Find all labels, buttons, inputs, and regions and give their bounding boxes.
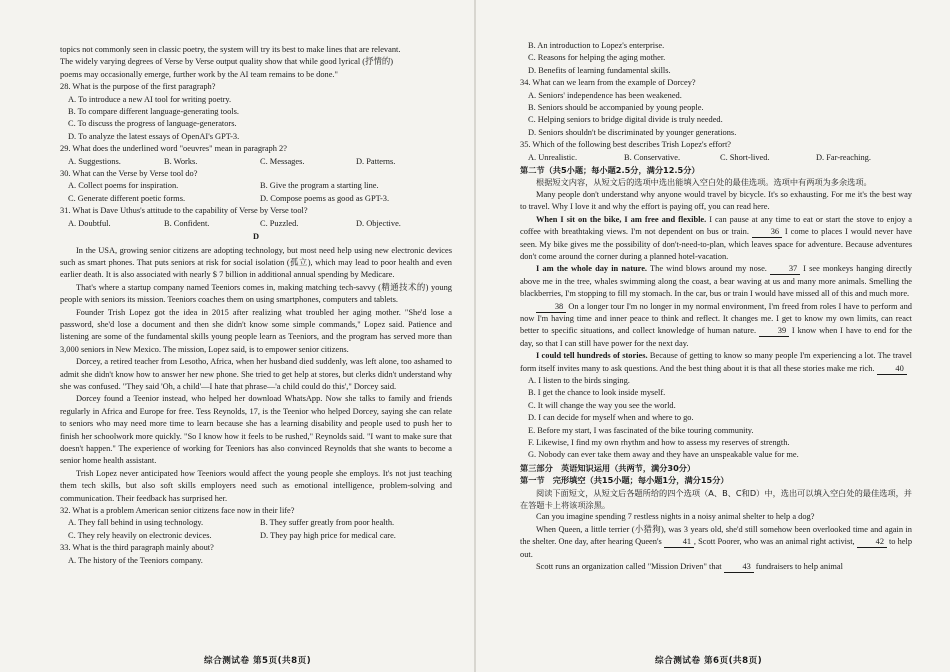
text-run: I come to places I would never have seen. My bike gives me the possibility of don't-need-to-plan, which leaves space for adventure. Because adventures don't come around the corner during a planned hotel-vacation. [520,227,912,261]
option: B. Seniors should be accompanied by young people. [528,103,704,113]
passage-paragraph [520,214,912,264]
option: D. Compose poems as good as GPT-3. [260,193,390,203]
blank-42[interactable]: 42 [857,537,887,548]
option: E. Before my start, I was fascinated of the bike touring community. [528,425,754,435]
option: B. Give the program a starting line. [260,181,379,191]
blank-39[interactable]: 39 [759,326,789,337]
intro-line: topics not commonly seen in classic poetry, the system will try its best to make lines that are relevant. [60,45,401,54]
option: G. Nobody can ever take them away and they have an unspeakable value for me. [528,450,799,460]
option: A. The history of the Teeniors company. [68,555,203,565]
option: C. They rely heavily on electronic devices. [68,530,212,540]
option: A. To introduce a new AI tool for writing poetry. [68,94,232,104]
topic-sentence: When I sit on the bike, I am free and flexible. [536,214,707,224]
blank-36[interactable]: 36 [752,227,782,238]
cloze-paragraph: Can you imagine spending 7 restless nights in a noisy animal shelter to help a dog? [536,512,815,522]
options-grid [60,180,452,205]
cloze-paragraph [520,561,912,573]
question-29: 29. What does the underlined word "oeuvres" mean in paragraph 2? [60,144,287,154]
question-30: 30. What can the Verse by Verse tool do? [60,169,198,179]
text-run: to help out. [520,537,913,559]
option: C. It will change the way you see the world. [528,400,676,410]
option: A. Collect poems for inspiration. [68,181,179,191]
passage-paragraph [520,350,912,375]
option: D. Patterns. [356,156,396,166]
option: B. Conservative. [624,152,681,162]
option: D. They pay high price for medical care. [260,530,396,540]
text-run: Because of getting to know so many people I'm experiencing a lot. The travel form itself invites many to ask questions. And the best thing about it is that all these stories make me rich. [520,351,912,373]
option: A. I listen to the birds singing. [528,375,630,385]
question-32: 32. What is a problem American senior citizens face now in their life? [60,506,295,516]
option: C. Reasons for helping the aging mother. [528,53,666,63]
question-35: 35. Which of the following best describes Trish Lopez's effort? [520,140,732,150]
option: A. Seniors' independence has been weakened. [528,90,682,100]
options-row [60,218,452,230]
passage-paragraph [520,301,912,351]
blank-37[interactable]: 37 [770,264,800,275]
option: A. Unrealistic. [528,152,578,162]
option: D. Seniors shouldn't be discriminated by younger generations. [528,127,737,137]
option: C. Helping seniors to bridge digital divide is truly needed. [528,115,723,125]
passage-paragraph: Trish Lopez never anticipated how Teeniors would affect the young people she employs. It's not just teaching them tech skills, but also soft skills employers need such as emotional intelligence, problem-solving and communication. Their feedback has surprised her. [60,468,452,503]
section-1-instructions: 阅读下面短文，从短文后各题所给的四个选项（A、B、C和D）中，选出可以填入空白处的最佳选项，并在答题卡上将该项涂黑。 [520,487,912,511]
question-33: 33. What is the third paragraph mainly about? [60,543,214,553]
page-divider [474,0,476,672]
option: B. I get the chance to look inside myself. [528,388,666,398]
text-run: Scott runs an organization called "Mission Driven" that [536,562,722,572]
cloze-paragraph [520,524,912,561]
options-grid [60,517,452,542]
question-28: 28. What is the purpose of the first paragraph? [60,82,216,92]
passage-paragraph: Many people don't understand why anyone would travel by bicycle. It's so exhausting. For me it's the best way to travel. Why I love it and why the effort is paying off, you can read here. [520,189,912,212]
text-run: When Queen, a little terrier (小猎狗), was 3 years old, she'd still somehow been overlooked time and again in the shelter. One day, after hearing Queen's [520,524,912,547]
intro-line: The widely varying degrees of Verse by Verse output quality show that while good lyrical (抒情的) [60,57,393,67]
option: C. To discuss the progress of language-generators. [68,119,237,129]
text-run: I know when I have to end for the day, so that I can still have power for the next day. [520,326,912,348]
passage-paragraph: Dorcey, a retired teacher from Lesotho, Africa, when her husband died suddenly, was left alone, too ashamed to admit she didn't know how to answer her new phone. She tried to get help at stores, but clerks didn't understand why she was confused. "They said 'Oh, a child'—I hate that phrase—'a child could do this'," Dorcey said. [60,357,452,391]
option: A. Suggestions. [68,156,121,166]
option: C. Generate different poetic forms. [68,193,186,203]
part-3-title: 第三部分 英语知识运用（共两节，满分30分） [520,462,696,473]
section-2-title: 第二节（共5小题；每小题2.5分，满分12.5分） [520,165,700,176]
option: B. Works. [164,156,198,166]
option: D. I can decide for myself when and where to go. [528,413,694,423]
option: B. To compare different language-generating tools. [68,107,239,117]
option: B. They suffer greatly from poor health. [260,518,395,528]
options-row [520,152,912,164]
question-31: 31. What is Dave Uthus's attitude to the capability of Verse by Verse tool? [60,206,308,216]
section-d-heading: D [252,232,260,242]
intro-line: poems may occasionally emerge, further work by the AI team remains to be done." [60,69,338,79]
topic-sentence: I am the whole day in nature. [536,264,648,274]
option: F. Likewise, I find my own rhythm and how to assess my reserves of strength. [528,438,790,447]
blank-41[interactable]: 41 [664,537,694,548]
page-footer-left: 综合测试卷 第5页(共8页) [204,656,312,666]
page-footer-right: 综合测试卷 第6页(共8页) [655,656,763,666]
blank-43[interactable]: 43 [724,562,754,573]
option: B. An introduction to Lopez's enterprise. [528,41,665,50]
text-run: On a longer tour I'm no longer in my normal environment, I'm freed from roles I have to perform and now I'm having time and inner peace to think and reflect. It changes me. I get to know my own limits, can react better to specific situations, and collect knowledge of human nature. [520,301,912,336]
passage-paragraph: Dorcey found a Teenior instead, who helped her download WhatsApp. Now she talks to family and friends regularly in Africa and Europe for free. Tess Reynolds, 17, is the Teenior who helped Dorcey, saying she can relate to seniors who may need more time to learn because she has a learning disability and people used to push her to finish her schoolwork more quickly. "So I know how it feels to be rushed," Reynolds said. "I want to make sure that doesn't happen." The experience of working for Teeniors has also convinced Reynolds that she wants to become a senior home health assistant. [60,394,452,466]
option: A. They fall behind in using technology. [68,518,204,528]
topic-sentence: I could tell hundreds of stories. [536,351,648,361]
text-run: , Scott Poorer, who was an animal right activist, [693,537,855,547]
passage-paragraph: Founder Trish Lopez got the idea in 2015 after realizing what troubled her aging mother. "She'd lose a password, she'd lose a document and then she didn't know some simple commands," Lopez said. Patience and listening are some of the fundamental skills young people learn as Teeniors, and the program has served more than 3,000 seniors in New Mexico. The mission, Lopez said, is to empower senior citizens. [60,307,452,354]
text-run: I see monkeys hanging directly above me in the tree, whales swimming along the coast, a bear waving at us and many more animals. Smelling the blackberries, I'm stopping to fill my stomach. In the car, bus or train I would have missed all of this and much more. [520,264,912,299]
blank-38[interactable]: 38 [536,302,566,313]
option: C. Puzzled. [260,218,299,228]
text-run: fundraisers to help animal [753,562,843,572]
option: D. Benefits of learning fundamental skills. [528,65,671,75]
question-34: 34. What can we learn from the example of Dorcey? [520,78,696,88]
passage-paragraph: That's where a startup company named Teeniors comes in, making matching tech-savvy (精通技术的) young people with seniors its mission. Teeniors coaches them on using smartphones, computers and tablets. [60,282,452,305]
option: A. Doubtful. [68,218,111,228]
option: C. Short-lived. [720,152,770,162]
option: D. Objective. [356,218,401,228]
section-2-instructions: 根据短文内容，从短文后的选项中选出能填入空白处的最佳选项。选项中有两项为多余选项。 [536,177,872,188]
option: D. Far-reaching. [816,152,871,162]
text-run: I can pause at any time to eat or start the stove to enjoy a coffee with breathtaking views. I'm not dependent on bus or train. [520,214,912,237]
options-row [60,156,452,168]
option: B. Confident. [164,218,210,228]
option: C. Messages. [260,156,305,166]
option: D. To analyze the latest essays of OpenAI's GPT-3. [68,131,240,141]
right-column [520,40,912,573]
left-column [60,44,452,567]
passage-paragraph [520,263,912,300]
blank-40[interactable]: 40 [877,364,907,375]
text-run: The wind blows around my nose. [647,264,767,274]
passage-paragraph: In the USA, growing senior citizens are adopting technology, but most need help using new electronic devices such as smart phones. That puts seniors at risk for social isolation (孤立), which may lead to poor health and even earlier death. It is also associated with nearly $ 7 billion in additional annual spending by Medicare. [60,245,452,280]
section-1-title: 第一节 完形填空（共15小题；每小题1分，满分15分） [520,475,729,486]
